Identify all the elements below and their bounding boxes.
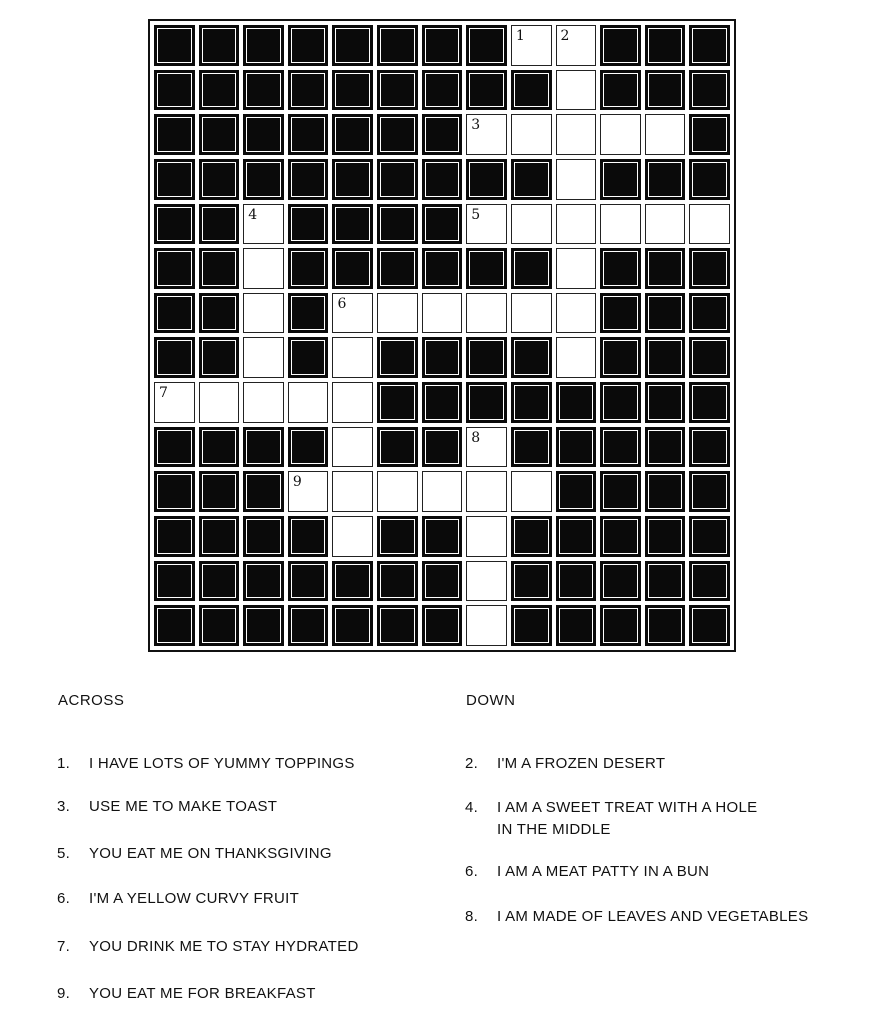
across-clue-9 (57, 983, 316, 1005)
block-cell (556, 561, 597, 602)
clue-text-continued: IN THE MIDDLE (497, 821, 611, 838)
block-cell (645, 516, 686, 557)
crossword-grid (148, 19, 736, 652)
block-cell (466, 70, 507, 111)
block-cell (332, 159, 373, 200)
clue-number: 7. (57, 938, 71, 955)
block-cell (422, 25, 463, 66)
block-cell (689, 25, 730, 66)
block-cell (556, 605, 597, 646)
block-cell (645, 382, 686, 423)
block-cell (332, 114, 373, 155)
open-cell[interactable] (556, 337, 597, 378)
block-cell (645, 337, 686, 378)
block-cell (466, 159, 507, 200)
clue-number: 8. (465, 908, 479, 925)
open-cell[interactable] (243, 248, 284, 289)
open-cell[interactable] (511, 114, 552, 155)
clue-text: I HAVE LOTS OF YUMMY TOPPINGS (89, 755, 355, 772)
open-cell[interactable] (556, 159, 597, 200)
block-cell (288, 114, 329, 155)
open-cell[interactable] (199, 382, 240, 423)
block-cell (154, 204, 195, 245)
block-cell (243, 427, 284, 468)
block-cell (422, 70, 463, 111)
block-cell (511, 427, 552, 468)
block-cell (154, 471, 195, 512)
block-cell (154, 70, 195, 111)
open-cell[interactable] (556, 70, 597, 111)
clue-number-label: 3 (471, 117, 481, 134)
clue-number: 1. (57, 755, 71, 772)
block-cell (600, 337, 641, 378)
clue-text: YOU EAT ME FOR BREAKFAST (89, 985, 316, 1002)
block-cell (288, 293, 329, 334)
block-cell (332, 561, 373, 602)
block-cell (199, 337, 240, 378)
clue-number-label: 8 (471, 429, 481, 446)
block-cell (199, 561, 240, 602)
open-cell[interactable] (377, 471, 418, 512)
across-clue-5 (57, 843, 332, 865)
block-cell (154, 427, 195, 468)
open-cell[interactable] (466, 516, 507, 557)
block-cell (645, 25, 686, 66)
clue-number-label: 4 (248, 206, 258, 223)
clue-text: USE ME TO MAKE TOAST (89, 798, 278, 815)
block-cell (377, 382, 418, 423)
block-cell (645, 159, 686, 200)
open-cell[interactable] (466, 561, 507, 602)
block-cell (511, 516, 552, 557)
block-cell (243, 70, 284, 111)
down-heading: DOWN (466, 692, 516, 709)
block-cell (645, 561, 686, 602)
block-cell (288, 516, 329, 557)
block-cell (288, 204, 329, 245)
open-cell[interactable] (466, 427, 507, 468)
block-cell (600, 293, 641, 334)
block-cell (288, 25, 329, 66)
clue-text: YOU DRINK ME TO STAY HYDRATED (89, 938, 359, 955)
block-cell (199, 427, 240, 468)
clue-number-label: 2 (560, 28, 570, 44)
across-clue-7 (57, 936, 359, 958)
block-cell (689, 70, 730, 111)
block-cell (288, 337, 329, 378)
block-cell (689, 248, 730, 289)
block-cell (600, 561, 641, 602)
block-cell (288, 248, 329, 289)
block-cell (199, 605, 240, 646)
block-cell (332, 248, 373, 289)
block-cell (422, 561, 463, 602)
clue-text: I'M A FROZEN DESERT (497, 755, 666, 772)
open-cell[interactable] (556, 293, 597, 334)
block-cell (199, 114, 240, 155)
open-cell[interactable] (556, 204, 597, 245)
open-cell[interactable] (511, 293, 552, 334)
clue-text: I AM MADE OF LEAVES AND VEGETABLES (497, 908, 809, 925)
block-cell (556, 427, 597, 468)
block-cell (377, 427, 418, 468)
open-cell[interactable] (243, 293, 284, 334)
open-cell[interactable] (645, 114, 686, 155)
open-cell[interactable] (556, 25, 597, 66)
block-cell (243, 25, 284, 66)
down-clue-6 (465, 861, 709, 883)
open-cell[interactable] (332, 293, 373, 334)
block-cell (154, 561, 195, 602)
block-cell (645, 248, 686, 289)
block-cell (377, 516, 418, 557)
open-cell[interactable] (422, 293, 463, 334)
block-cell (154, 25, 195, 66)
block-cell (377, 561, 418, 602)
block-cell (377, 204, 418, 245)
block-cell (377, 248, 418, 289)
block-cell (600, 70, 641, 111)
block-cell (422, 382, 463, 423)
block-cell (689, 337, 730, 378)
block-cell (332, 25, 373, 66)
open-cell[interactable] (288, 382, 329, 423)
open-cell[interactable] (377, 293, 418, 334)
block-cell (199, 293, 240, 334)
open-cell[interactable] (288, 471, 329, 512)
block-cell (288, 70, 329, 111)
block-cell (422, 427, 463, 468)
block-cell (288, 605, 329, 646)
block-cell (422, 337, 463, 378)
block-cell (511, 605, 552, 646)
clue-number: 2. (465, 755, 479, 772)
block-cell (600, 427, 641, 468)
block-cell (645, 70, 686, 111)
clue-number: 3. (57, 798, 71, 815)
block-cell (689, 561, 730, 602)
block-cell (288, 159, 329, 200)
open-cell[interactable] (422, 471, 463, 512)
open-cell[interactable] (645, 204, 686, 245)
block-cell (154, 159, 195, 200)
open-cell[interactable] (466, 114, 507, 155)
block-cell (689, 382, 730, 423)
block-cell (466, 337, 507, 378)
across-clue-3 (57, 796, 277, 818)
open-cell[interactable] (243, 204, 284, 245)
down-clue-2 (465, 753, 665, 775)
block-cell (600, 382, 641, 423)
block-cell (243, 159, 284, 200)
block-cell (600, 159, 641, 200)
block-cell (511, 248, 552, 289)
block-cell (422, 114, 463, 155)
block-cell (154, 605, 195, 646)
open-cell[interactable] (600, 114, 641, 155)
clue-number-label: 5 (471, 206, 481, 223)
block-cell (556, 471, 597, 512)
open-cell[interactable] (332, 427, 373, 468)
block-cell (288, 427, 329, 468)
open-cell[interactable] (466, 204, 507, 245)
clue-text: YOU EAT ME ON THANKSGIVING (89, 845, 332, 862)
open-cell[interactable] (511, 204, 552, 245)
block-cell (154, 114, 195, 155)
clue-number: 6. (465, 863, 479, 880)
block-cell (511, 561, 552, 602)
block-cell (288, 561, 329, 602)
open-cell[interactable] (332, 471, 373, 512)
clue-number-label: 6 (337, 295, 347, 312)
block-cell (511, 382, 552, 423)
block-cell (243, 605, 284, 646)
across-clue-1 (57, 753, 355, 775)
block-cell (556, 516, 597, 557)
block-cell (511, 70, 552, 111)
open-cell[interactable] (511, 471, 552, 512)
block-cell (332, 70, 373, 111)
block-cell (332, 204, 373, 245)
block-cell (243, 114, 284, 155)
open-cell[interactable] (243, 337, 284, 378)
block-cell (511, 159, 552, 200)
clue-text: I AM A MEAT PATTY IN A BUN (497, 863, 710, 880)
block-cell (199, 25, 240, 66)
block-cell (600, 605, 641, 646)
open-cell[interactable] (689, 204, 730, 245)
block-cell (600, 248, 641, 289)
open-cell[interactable] (466, 605, 507, 646)
block-cell (645, 293, 686, 334)
across-heading: ACROSS (58, 692, 125, 709)
block-cell (422, 605, 463, 646)
block-cell (689, 516, 730, 557)
block-cell (243, 561, 284, 602)
clue-number: 6. (57, 890, 71, 907)
block-cell (199, 70, 240, 111)
block-cell (377, 159, 418, 200)
block-cell (377, 605, 418, 646)
open-cell[interactable] (332, 382, 373, 423)
block-cell (422, 204, 463, 245)
open-cell[interactable] (466, 471, 507, 512)
block-cell (199, 204, 240, 245)
block-cell (689, 293, 730, 334)
block-cell (154, 516, 195, 557)
block-cell (243, 471, 284, 512)
clue-number: 5. (57, 845, 71, 862)
block-cell (645, 605, 686, 646)
open-cell[interactable] (332, 337, 373, 378)
open-cell[interactable] (154, 382, 195, 423)
block-cell (332, 605, 373, 646)
block-cell (645, 427, 686, 468)
block-cell (645, 471, 686, 512)
block-cell (377, 337, 418, 378)
across-clue-6 (57, 888, 299, 910)
clue-text: I AM A SWEET TREAT WITH A HOLE (497, 799, 758, 816)
block-cell (600, 471, 641, 512)
block-cell (154, 293, 195, 334)
block-cell (243, 516, 284, 557)
block-cell (377, 114, 418, 155)
open-cell[interactable] (466, 293, 507, 334)
block-cell (422, 159, 463, 200)
open-cell[interactable] (511, 25, 552, 66)
block-cell (556, 382, 597, 423)
clue-number-label: 1 (515, 28, 525, 44)
block-cell (199, 471, 240, 512)
block-cell (689, 159, 730, 200)
open-cell[interactable] (556, 248, 597, 289)
block-cell (689, 605, 730, 646)
open-cell[interactable] (600, 204, 641, 245)
open-cell[interactable] (556, 114, 597, 155)
block-cell (600, 516, 641, 557)
block-cell (466, 248, 507, 289)
block-cell (466, 25, 507, 66)
block-cell (422, 516, 463, 557)
clue-number: 9. (57, 985, 71, 1002)
block-cell (511, 337, 552, 378)
clue-number: 4. (465, 799, 479, 816)
block-cell (689, 114, 730, 155)
block-cell (689, 427, 730, 468)
block-cell (600, 25, 641, 66)
clue-number-label: 9 (292, 474, 302, 491)
block-cell (422, 248, 463, 289)
block-cell (689, 471, 730, 512)
block-cell (377, 25, 418, 66)
down-clue-8 (465, 906, 808, 928)
block-cell (466, 382, 507, 423)
down-clue-4 (465, 797, 757, 841)
clue-text: I'M A YELLOW CURVY FRUIT (89, 890, 300, 907)
open-cell[interactable] (332, 516, 373, 557)
block-cell (199, 248, 240, 289)
open-cell[interactable] (243, 382, 284, 423)
block-cell (154, 248, 195, 289)
block-cell (377, 70, 418, 111)
block-cell (199, 159, 240, 200)
block-cell (154, 337, 195, 378)
clue-number-label: 7 (159, 385, 168, 402)
block-cell (199, 516, 240, 557)
